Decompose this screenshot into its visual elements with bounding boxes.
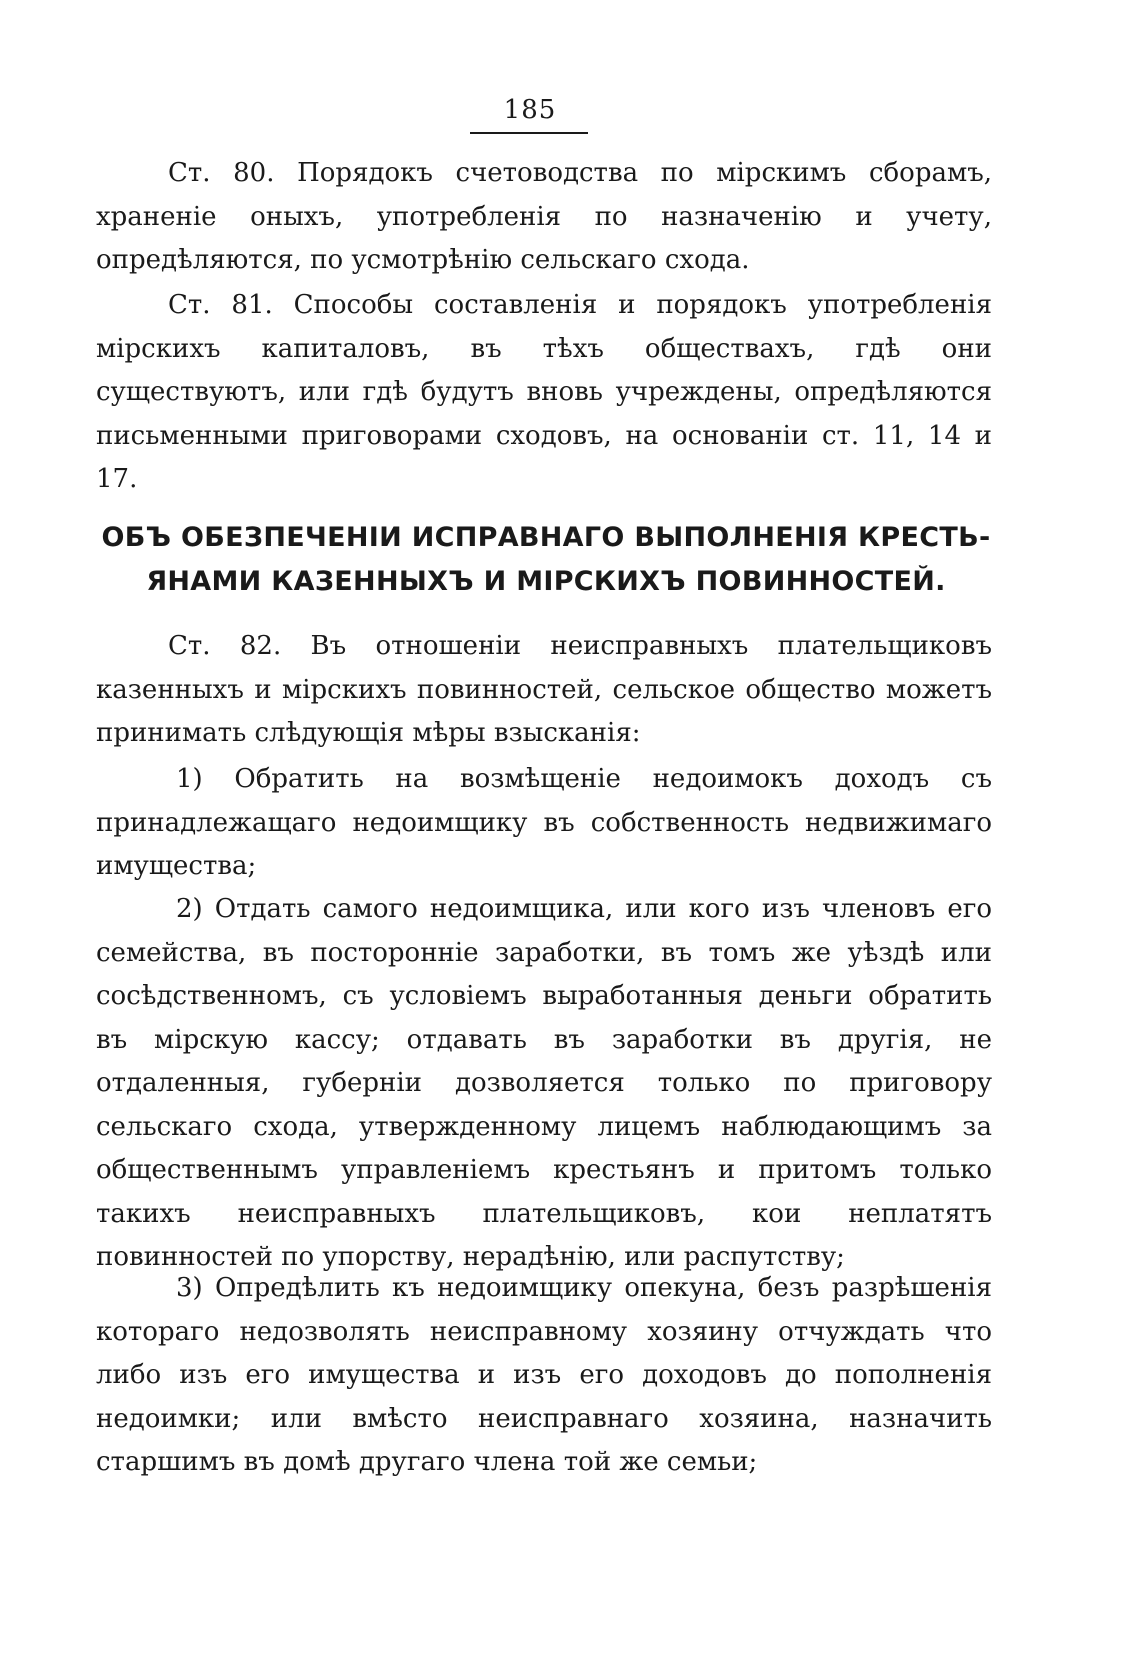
article-82-item-3-text: 3) Опредѣлить къ недоимщику опекуна, безъ разрѣшенія котораго недозволять неисправному хозяину отчуждать что либо изъ его имущества и изъ его доходовъ до пополненія недоимки; или вмѣсто неисправнаго хозяина, назначить старшимъ въ домѣ другаго члена той же семьи; (96, 1273, 992, 1477)
article-82-intro (96, 625, 992, 756)
page-number: 185 (503, 95, 557, 125)
section-heading-line-1: ОБЪ ОБЕЗПЕЧЕНІИ ИСПРАВНАГО ВЫПОЛНЕНІЯ КРЕСТЬ- (101, 522, 991, 553)
article-82-item-1-text: 1) Обратить на возмѣщеніе недоимокъ доходъ съ принадлежащаго недоимщику въ собственность недвижимаго имущества; (96, 764, 992, 881)
section-heading-line-2: ЯНАМИ КАЗЕННЫХЪ И МІРСКИХЪ ПОВИННОСТЕЙ. (146, 566, 946, 597)
article-82-item-2-text: 2) Отдать самого недоимщика, или кого изъ членовъ его семейства, въ посторонніе заработки, въ томъ же уѣздѣ или сосѣдственномъ, съ условіемъ выработанныя деньги обратить въ мірскую кассу; отдавать въ заработки въ другія, не отдаленныя, губерніи дозволяется только по приговору сельскаго схода, утвержденному лицемъ наблюдающимъ за общественнымъ управленіемъ крестьянъ и притомъ только такихъ неисправныхъ плательщиковъ, кои неплатятъ повинностей по упорству, нерадѣнію, или распутству; (96, 894, 992, 1272)
article-80 (96, 152, 992, 283)
article-82-item-3 (96, 1267, 992, 1485)
page-number-rule (470, 132, 588, 134)
article-80-text: Ст. 80. Порядокъ счетоводства по мірскимъ сборамъ, храненіе оныхъ, употребленія по назначенію и учету, опредѣляются, по усмотрѣнію сельскаго схода. (96, 158, 992, 275)
article-81-text: Ст. 81. Способы составленія и порядокъ употребленія мірскихъ капиталовъ, въ тѣхъ обществахъ, гдѣ они существуютъ, или гдѣ будутъ вновь учреждены, опредѣляются письменными приговорами сходовъ, на основаніи ст. 11, 14 и 17. (96, 290, 992, 494)
article-82-item-2 (96, 888, 992, 1280)
article-82-intro-text: Ст. 82. Въ отношеніи неисправныхъ плательщиковъ казенныхъ и мірскихъ повинностей, сельское общество можетъ принимать слѣдующія мѣры взысканія: (96, 631, 992, 748)
article-81 (96, 284, 992, 502)
section-heading (96, 516, 996, 604)
article-82-item-1 (96, 758, 992, 889)
